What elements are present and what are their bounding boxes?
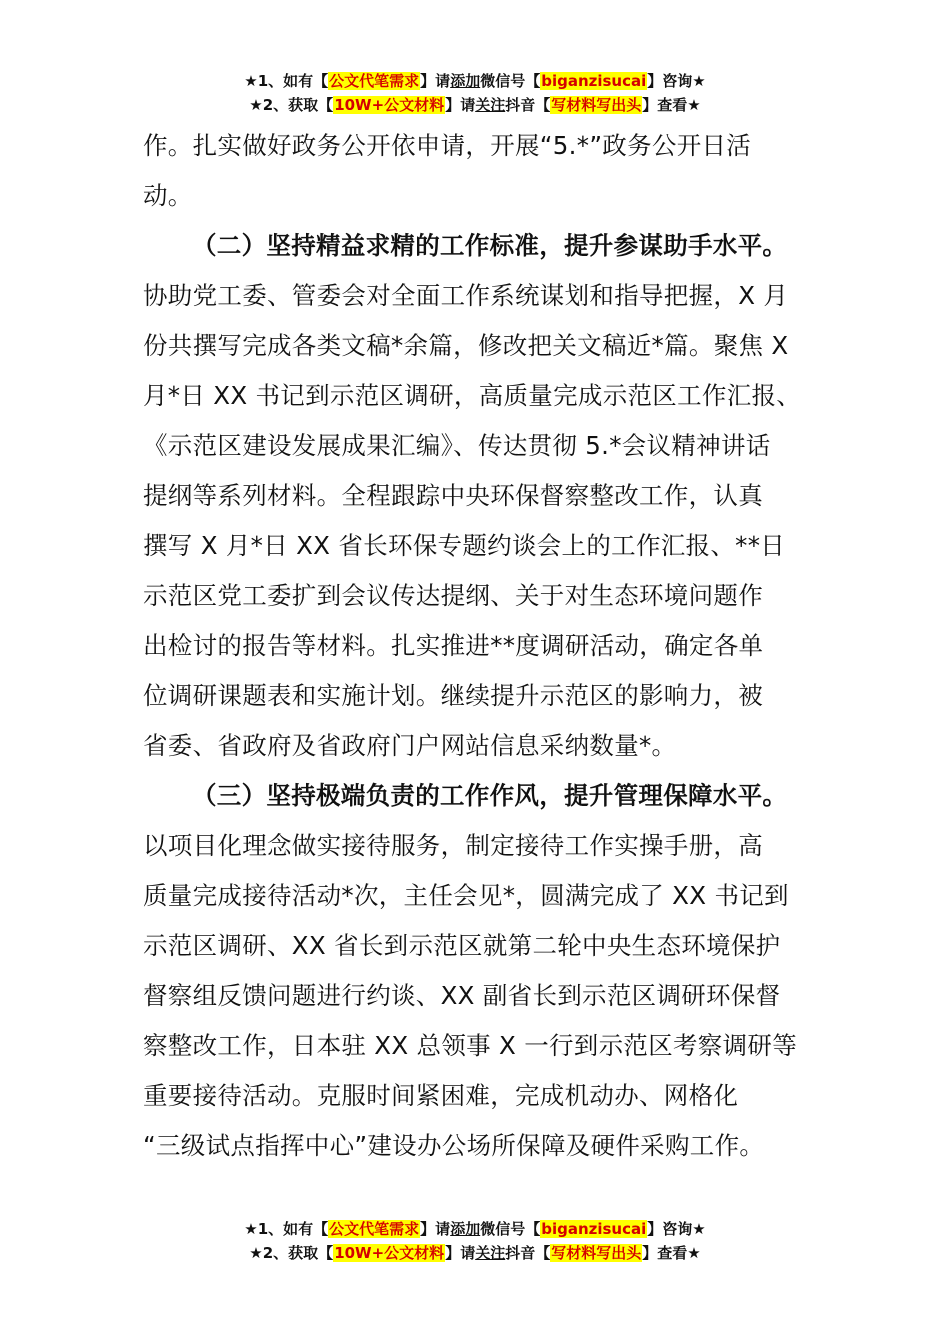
text-line: 出检讨的报告等材料。扎实推进**度调研活动，确定各单 <box>143 631 764 660</box>
banner-highlight-wechat: biganzisucai <box>541 1220 647 1238</box>
text-line: 份共撰写完成各类文稿*余篇，修改把关文稿近*篇。聚焦 X <box>143 331 789 360</box>
banner-highlight-douyin: 写材料写出头 <box>551 1244 642 1262</box>
text-line: 协助党工委、管委会对全面工作系统谋划和指导把握，X 月 <box>143 281 789 310</box>
text-line: 月*日 XX 书记到示范区调研，高质量完成示范区工作汇报、 <box>143 381 802 410</box>
banner-highlight: 公文代笔需求 <box>329 72 420 90</box>
banner-underlined: 关注 <box>475 1244 506 1262</box>
paragraph-1 <box>143 121 813 221</box>
text-line: 位调研课题表和实施计划。继续提升示范区的影响力，被 <box>143 681 763 710</box>
text-line: 动。 <box>143 181 193 210</box>
banner-line-2 <box>0 1241 950 1265</box>
paragraph-2 <box>143 271 813 771</box>
text-line: 省委、省政府及省政府门户网站信息采纳数量*。 <box>143 731 677 760</box>
banner-text: 抖音【 <box>505 96 551 114</box>
banner-text: 】请 <box>445 1244 476 1262</box>
banner-text: ★2、获取【 <box>249 96 334 114</box>
banner-underlined: 添加 <box>450 72 481 90</box>
section-heading-2: （二）坚持精益求精的工作标准，提升参谋助手水平。 <box>192 231 788 260</box>
banner-highlight: 公文代笔需求 <box>329 1220 420 1238</box>
banner-text: 微信号【 <box>480 72 541 90</box>
banner-text: 】查看★ <box>642 1244 701 1262</box>
banner-text: ★2、获取【 <box>249 1244 334 1262</box>
text-line: 作。扎实做好政务公开依申请，开展“5.*”政务公开日活 <box>143 131 752 160</box>
banner-text: 】咨询★ <box>647 1220 706 1238</box>
banner-text: 】请 <box>420 72 451 90</box>
top-banner <box>0 69 950 117</box>
banner-highlight-douyin: 写材料写出头 <box>551 96 642 114</box>
text-line: 督察组反馈问题进行约谈、XX 副省长到示范区调研环保督 <box>143 981 781 1010</box>
banner-text: ★1、如有【 <box>244 72 329 90</box>
banner-text: 抖音【 <box>505 1244 551 1262</box>
banner-text: 】查看★ <box>642 96 701 114</box>
text-line: 示范区党工委扩到会议传达提纲、关于对生态环境问题作 <box>143 581 763 610</box>
banner-text: ★1、如有【 <box>244 1220 329 1238</box>
section-heading-3: （三）坚持极端负责的工作作风，提升管理保障水平。 <box>192 781 788 810</box>
text-line: 撰写 X 月*日 XX 省长环保专题约谈会上的工作汇报、**日 <box>143 531 786 560</box>
text-line: 察整改工作，日本驻 XX 总领事 X 一行到示范区考察调研等 <box>143 1031 798 1060</box>
text-line: 提纲等系列材料。全程跟踪中央环保督察整改工作，认真 <box>143 481 763 510</box>
text-line: 《示范区建设发展成果汇编》、传达贯彻 5.*会议精神讲话 <box>143 431 771 460</box>
banner-text: 】请 <box>445 96 476 114</box>
banner-highlight: 10W+公文材料 <box>334 1244 445 1262</box>
text-line: 示范区调研、XX 省长到示范区就第二轮中央生态环境保护 <box>143 931 781 960</box>
paragraph-3 <box>143 821 813 1171</box>
text-line: 质量完成接待活动*次，主任会见*，圆满完成了 XX 书记到 <box>143 881 789 910</box>
banner-text: 】咨询★ <box>647 72 706 90</box>
text-line: 重要接待活动。克服时间紧困难，完成机动办、网格化 <box>143 1081 739 1110</box>
banner-underlined: 添加 <box>450 1220 481 1238</box>
banner-text: 】请 <box>420 1220 451 1238</box>
banner-underlined: 关注 <box>475 96 506 114</box>
banner-text: 微信号【 <box>480 1220 541 1238</box>
bottom-banner <box>0 1217 950 1265</box>
banner-line-2 <box>0 93 950 117</box>
banner-line-1 <box>0 69 950 93</box>
text-line: “三级试点指挥中心”建设办公场所保障及硬件采购工作。 <box>143 1131 765 1160</box>
text-line: 以项目化理念做实接待服务，制定接待工作实操手册，高 <box>143 831 763 860</box>
banner-line-1 <box>0 1217 950 1241</box>
banner-highlight-wechat: biganzisucai <box>541 72 647 90</box>
document-body <box>143 121 813 1171</box>
banner-highlight: 10W+公文材料 <box>334 96 445 114</box>
